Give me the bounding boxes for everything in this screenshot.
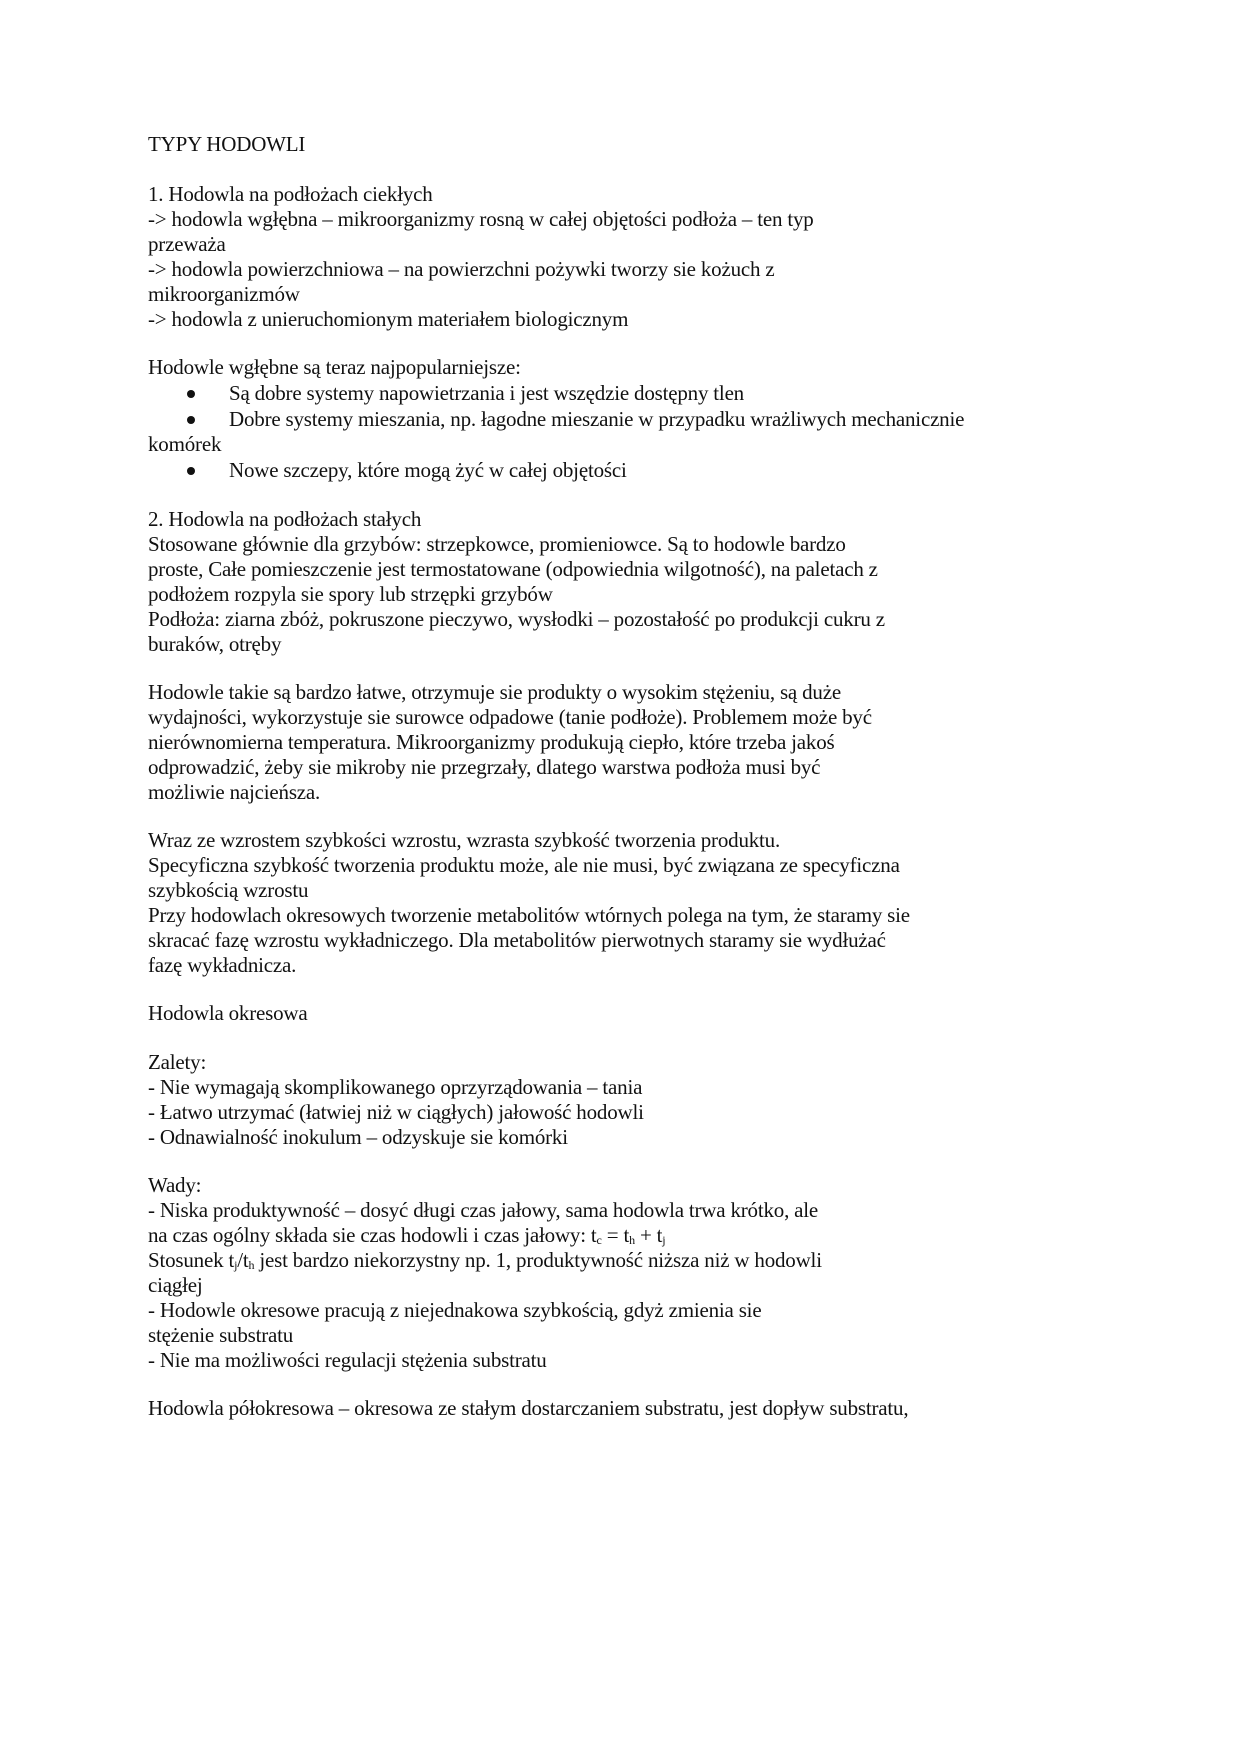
section1-line: -> hodowla z unieruchomionym materiałem biologicznym	[148, 307, 629, 331]
section2-line: Stosowane głównie dla grzybów: strzepkowce, promieniowce. Są to hodowle bardzo	[148, 532, 846, 556]
bullet-continuation: komórek	[148, 432, 222, 456]
formula-prefix: na czas ogólny składa sie czas hodowli i czas jałowy:	[148, 1223, 591, 1247]
paragraph-line: wydajności, wykorzystuje sie surowce odpadowe (tanie podłoże). Problemem może być	[148, 705, 872, 729]
bullet-text: Dobre systemy mieszania, np. łagodne mieszanie w przypadku wrażliwych mechanicznie	[229, 407, 965, 431]
paragraph-line: Hodowle takie są bardzo łatwe, otrzymuje sie produkty o wysokim stężeniu, są duże	[148, 680, 841, 704]
section2-line: proste, Całe pomieszczenie jest termostatowane (odpowiednia wilgotność), na paletach z	[148, 557, 878, 581]
formula: $t_c = t_h + t_j$	[590, 1223, 666, 1247]
disadvantage-item: stężenie substratu	[148, 1323, 294, 1347]
paragraph-line: skracać fazę wzrostu wykładniczego. Dla metabolitów pierwotnych staramy sie wydłużać	[148, 928, 886, 952]
disadvantage-formula-line	[148, 1222, 665, 1249]
document-title: TYPY HODOWLI	[148, 132, 306, 156]
fedbatch-line: Hodowla półokresowa – okresowa ze stałym dostarczaniem substratu, jest dopływ substratu,	[148, 1396, 909, 1420]
disadvantage-item: - Niska produktywność – dosyć długi czas jałowy, sama hodowla trwa krótko, ale	[148, 1198, 819, 1222]
disadvantage-item: - Nie ma możliwości regulacji stężenia substratu	[148, 1348, 547, 1372]
section1-line: -> hodowla powierzchniowa – na powierzchni pożywki tworzy sie kożuch z	[148, 257, 775, 281]
advantage-item: - Nie wymagają skomplikowanego oprzyrządowania – tania	[148, 1075, 643, 1099]
ratio-suffix: jest bardzo niekorzystny np. 1, produktywność niższa niż w hodowli	[254, 1248, 822, 1272]
paragraph-line: Specyficzna szybkość tworzenia produktu może, ale nie musi, być związana ze specyficzna	[148, 853, 900, 877]
advantages-label: Zalety:	[148, 1050, 207, 1074]
paragraph-line: odprowadzić, żeby sie mikroby nie przegrzały, dlatego warstwa podłoża musi być	[148, 755, 821, 779]
section2-line: podłożem rozpyla sie spory lub strzępki grzybów	[148, 582, 553, 606]
disadvantage-ratio-line	[148, 1247, 822, 1274]
bullet-icon	[187, 416, 195, 424]
section2-heading: 2. Hodowla na podłożach stałych	[148, 507, 422, 531]
paragraph-line: fazę wykładnicza.	[148, 953, 297, 977]
section1-line: -> hodowla wgłębna – mikroorganizmy rosną w całej objętości podłoża – ten typ	[148, 207, 814, 231]
bullet-icon	[187, 467, 195, 475]
batch-heading: Hodowla okresowa	[148, 1001, 308, 1025]
advantage-item: - Łatwo utrzymać (łatwiej niż w ciągłych) jałowość hodowli	[148, 1100, 644, 1124]
paragraph-line: Przy hodowlach okresowych tworzenie metabolitów wtórnych polega na tym, że staramy sie	[148, 903, 910, 927]
bullet-icon	[187, 390, 195, 398]
paragraph-line: możliwie najcieńsza.	[148, 780, 321, 804]
ratio: $t_j/t_h$	[228, 1248, 255, 1272]
disadvantage-item: - Hodowle okresowe pracują z niejednakowa szybkością, gdyż zmienia sie	[148, 1298, 762, 1322]
section1-line: mikroorganizmów	[148, 282, 300, 306]
section1-heading: 1. Hodowla na podłożach ciekłych	[148, 182, 433, 206]
bullet-text: Nowe szczepy, które mogą żyć w całej objętości	[229, 458, 627, 482]
submerged-intro: Hodowle wgłębne są teraz najpopularniejsze:	[148, 355, 521, 379]
disadvantages-label: Wady:	[148, 1173, 202, 1197]
ratio-prefix: Stosunek	[148, 1248, 229, 1272]
advantage-item: - Odnawialność inokulum – odzyskuje sie komórki	[148, 1125, 568, 1149]
section1-line: przeważa	[148, 232, 226, 256]
section2-line: buraków, otręby	[148, 632, 282, 656]
paragraph-line: szybkością wzrostu	[148, 878, 309, 902]
bullet-text: Są dobre systemy napowietrzania i jest wszędzie dostępny tlen	[229, 381, 744, 405]
section2-line: Podłoża: ziarna zbóż, pokruszone pieczywo, wysłodki – pozostałość po produkcji cukru z	[148, 607, 885, 631]
disadvantage-item: ciągłej	[148, 1273, 203, 1297]
paragraph-line: nierównomierna temperatura. Mikroorganizmy produkują ciepło, które trzeba jakoś	[148, 730, 835, 754]
paragraph-line: Wraz ze wzrostem szybkości wzrostu, wzrasta szybkość tworzenia produktu.	[148, 828, 781, 852]
